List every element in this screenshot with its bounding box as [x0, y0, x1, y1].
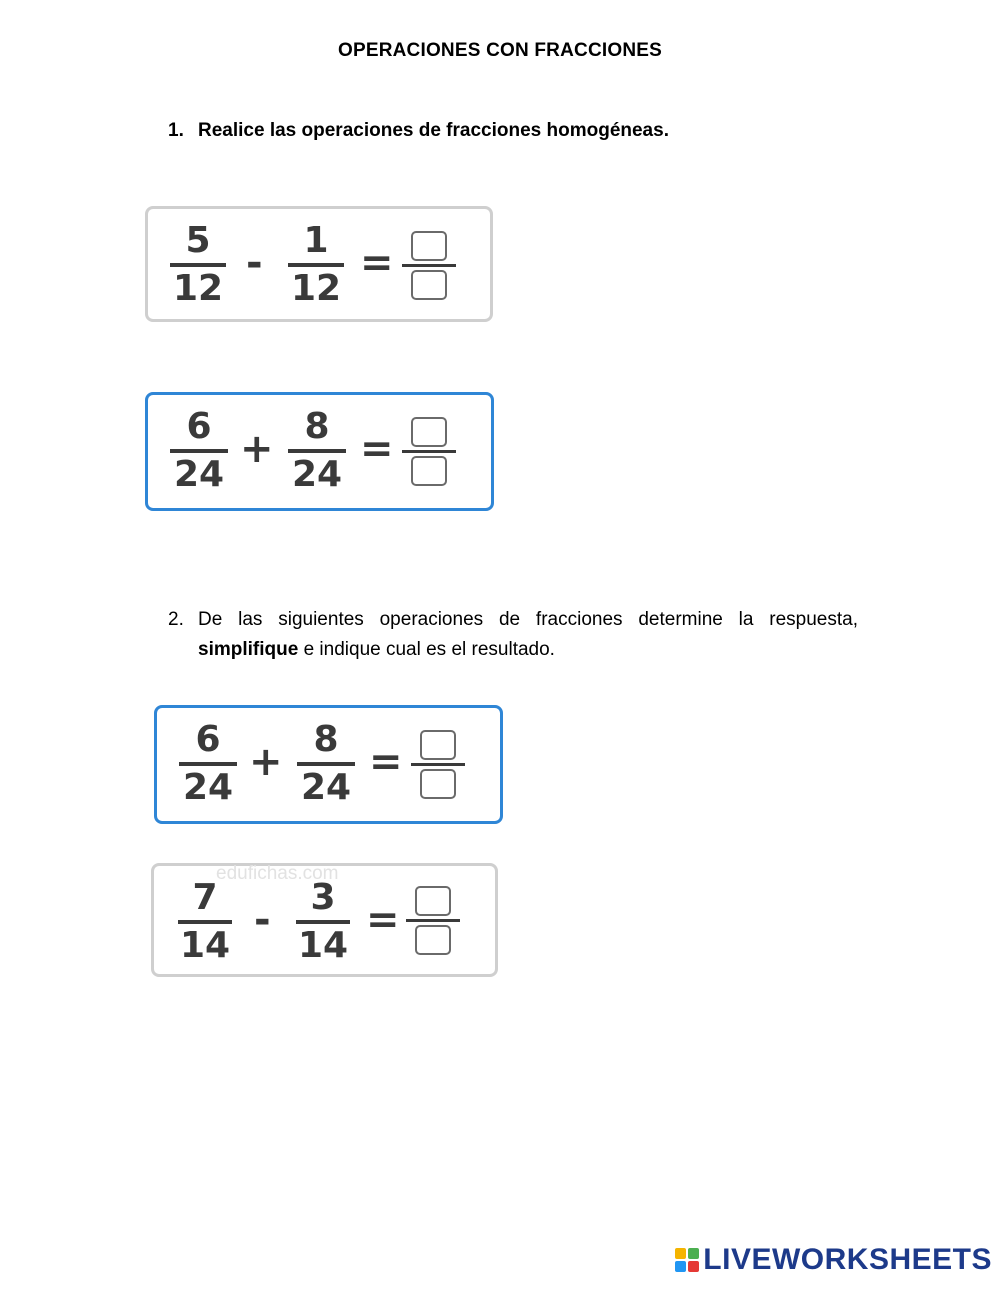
- fraction-bar: [402, 450, 456, 453]
- answer-numerator-input[interactable]: [411, 231, 447, 261]
- numerator: 3: [310, 877, 336, 918]
- fraction-bar: [288, 449, 346, 453]
- logo-block-4: [688, 1261, 699, 1272]
- answer-denominator-input[interactable]: [420, 769, 456, 799]
- denominator: 14: [297, 925, 349, 966]
- fraction-1: [179, 720, 237, 808]
- exercise-4: [151, 863, 498, 977]
- fraction-bar: [170, 449, 228, 453]
- question-2-text-line-1: De las siguientes operaciones de fracciones determine la respuesta,: [198, 609, 858, 630]
- answer-fraction: [402, 417, 456, 486]
- watermark-text: edufichas.com: [216, 863, 339, 884]
- question-1: [168, 120, 669, 142]
- answer-numerator-input[interactable]: [420, 730, 456, 760]
- liveworksheets-logo: [675, 1243, 992, 1277]
- denominator: 12: [172, 268, 224, 309]
- fraction-bar: [411, 763, 465, 766]
- answer-numerator-input[interactable]: [411, 417, 447, 447]
- fraction-bar: [402, 264, 456, 267]
- question-2-bold-word: simplifique: [198, 639, 299, 660]
- numerator: 6: [195, 719, 221, 760]
- numerator: 8: [304, 406, 330, 447]
- worksheet-title: OPERACIONES CON FRACCIONES: [337, 40, 662, 61]
- fraction-1: [170, 407, 228, 495]
- logo-block-1: [675, 1248, 686, 1259]
- operator-sign: +: [249, 739, 283, 785]
- fraction-2: [296, 878, 350, 966]
- numerator: 5: [185, 220, 211, 261]
- numerator: 8: [313, 719, 339, 760]
- fraction-bar: [178, 920, 232, 924]
- answer-denominator-input[interactable]: [411, 456, 447, 486]
- fraction-2: [288, 407, 346, 495]
- denominator: 24: [291, 454, 343, 495]
- fraction-bar: [170, 263, 226, 267]
- fraction-2: [297, 720, 355, 808]
- fraction-bar: [179, 762, 237, 766]
- exercise-1: [145, 206, 493, 322]
- fraction-1: [178, 878, 232, 966]
- question-2-number: 2.: [168, 609, 184, 630]
- fraction-2: [288, 221, 344, 309]
- logo-icon: [675, 1248, 699, 1272]
- equals-sign: =: [369, 739, 403, 785]
- question-2-text-line-2: [168, 635, 858, 665]
- answer-fraction: [406, 886, 460, 955]
- logo-block-2: [688, 1248, 699, 1259]
- question-1-text: Realice las operaciones de fracciones homogéneas.: [198, 120, 669, 141]
- fraction-bar: [406, 919, 460, 922]
- fraction-bar: [288, 263, 344, 267]
- logo-block-3: [675, 1261, 686, 1272]
- logo-text: LIVEWORKSHEETS: [703, 1243, 992, 1276]
- denominator: 12: [290, 268, 342, 309]
- numerator: 7: [192, 877, 218, 918]
- fraction-bar: [296, 920, 350, 924]
- exercise-3: [154, 705, 503, 824]
- question-2-text-rest: e indique cual es el resultado.: [298, 639, 555, 660]
- numerator: 1: [303, 220, 329, 261]
- operator-sign: +: [240, 426, 274, 472]
- answer-numerator-input[interactable]: [415, 886, 451, 916]
- equals-sign: =: [366, 897, 400, 943]
- numerator: 6: [186, 406, 212, 447]
- denominator: 24: [173, 454, 225, 495]
- question-1-number: 1.: [168, 120, 184, 141]
- denominator: 14: [179, 925, 231, 966]
- operator-sign: -: [254, 897, 271, 943]
- answer-fraction: [402, 231, 456, 300]
- answer-denominator-input[interactable]: [415, 925, 451, 955]
- equals-sign: =: [360, 426, 394, 472]
- operator-sign: -: [246, 240, 263, 286]
- fraction-bar: [297, 762, 355, 766]
- denominator: 24: [182, 767, 234, 808]
- exercise-2: [145, 392, 494, 511]
- answer-fraction: [411, 730, 465, 799]
- question-2: [168, 605, 858, 665]
- answer-denominator-input[interactable]: [411, 270, 447, 300]
- equals-sign: =: [360, 240, 394, 286]
- denominator: 24: [300, 767, 352, 808]
- fraction-1: [170, 221, 226, 309]
